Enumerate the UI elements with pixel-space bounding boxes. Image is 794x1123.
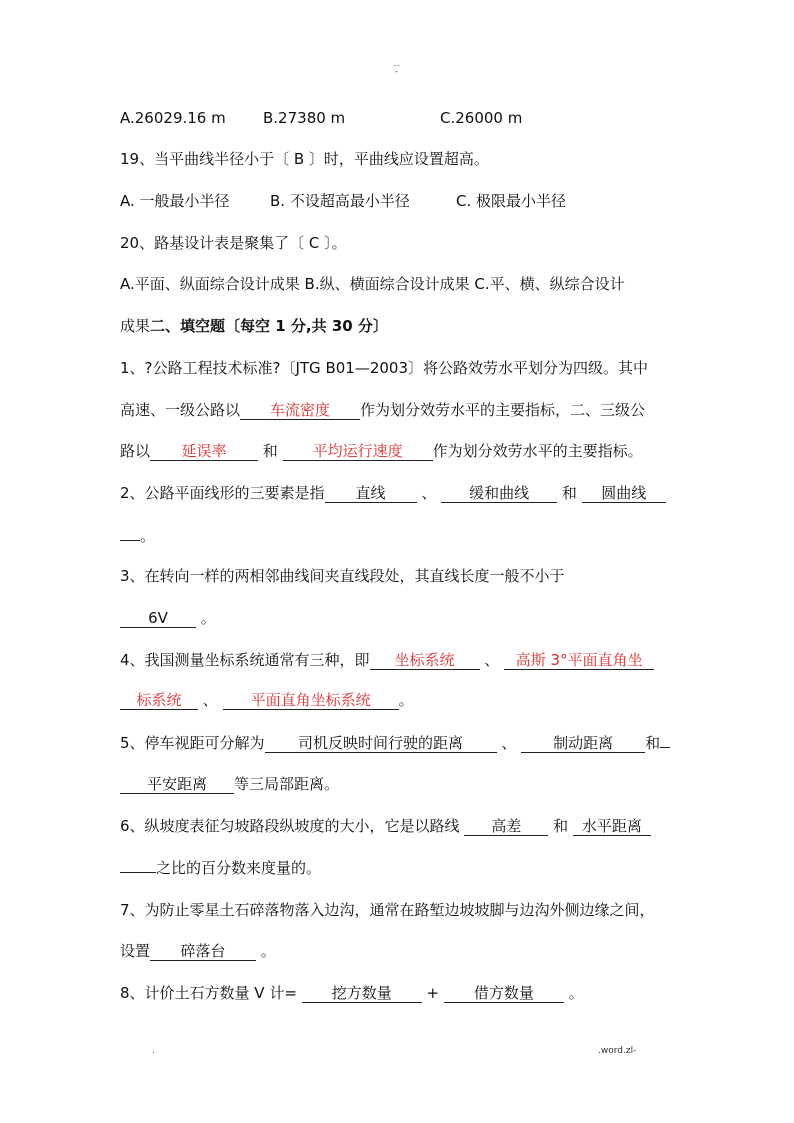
answer-blank: 挖方数量 bbox=[302, 984, 422, 1003]
option-a: A.26029.16 m bbox=[120, 109, 226, 127]
fill4-line1 bbox=[120, 650, 680, 670]
fill4-line2 bbox=[120, 690, 680, 710]
answer-blank: 高差 bbox=[464, 817, 548, 836]
text: 作为划分效劳水平的主要指标。 bbox=[432, 442, 643, 460]
answer-blank: 车流密度 bbox=[240, 401, 360, 420]
text: 路以 bbox=[120, 442, 151, 460]
q20-stem: 20、路基设计表是聚集了〔 C 〕。 bbox=[120, 234, 347, 252]
text: 、 bbox=[501, 734, 517, 752]
header-mark: .. - bbox=[393, 59, 401, 76]
fill5-line1 bbox=[120, 733, 680, 753]
answer-blank: 缓和曲线 bbox=[441, 484, 557, 503]
fill7-line1: 7、为防止零星土石碎落物落入边沟，通常在路堑边坡坡脚与边沟外侧边缘之间， bbox=[120, 901, 655, 919]
text: 设置 bbox=[120, 942, 151, 960]
answer-blank: 借方数量 bbox=[444, 984, 564, 1003]
fill3-line2 bbox=[120, 608, 680, 628]
answer-blank-tail bbox=[120, 872, 156, 873]
fill7-line2 bbox=[120, 941, 680, 961]
answer-blank: 平面直角坐标系统 bbox=[223, 691, 399, 710]
text: 。 bbox=[260, 942, 276, 960]
text: 和 bbox=[645, 734, 661, 752]
answer-blank: 延误率 bbox=[150, 442, 258, 461]
answer-blank-tail bbox=[120, 540, 140, 541]
fill2 bbox=[120, 483, 680, 503]
fill8 bbox=[120, 983, 680, 1003]
fill1-line1: 1、?公路工程技术标准?〔JTG B01—2003〕将公路效劳水平划分为四级。其中 bbox=[120, 359, 648, 377]
answer-blank: 坐标系统 bbox=[370, 651, 480, 670]
section-title: 二、填空题〔每空 1 分,共 30 分〕 bbox=[150, 317, 388, 335]
text: 。 bbox=[200, 609, 216, 627]
fill2-end bbox=[120, 526, 680, 546]
text: 4、我国测量坐标系统通常有三种，即 bbox=[120, 651, 370, 669]
option-c: C. 极限最小半径 bbox=[456, 192, 567, 210]
text: 、 bbox=[484, 651, 500, 669]
text: + bbox=[426, 984, 440, 1002]
option-c: C.26000 m bbox=[440, 109, 523, 127]
answer-blank: 平均运行速度 bbox=[283, 442, 433, 461]
fill1-line3 bbox=[120, 441, 680, 461]
text: 。 bbox=[140, 527, 156, 545]
q20-tail: 成果 bbox=[120, 317, 151, 335]
text: 、 bbox=[202, 691, 218, 709]
text: 高速、一级公路以 bbox=[120, 401, 241, 419]
text: 。 bbox=[568, 984, 584, 1002]
text: 6、纵坡度表征匀坡路段纵坡度的大小，它是以路线 bbox=[120, 817, 460, 835]
footer-right: .word.zl- bbox=[598, 1046, 637, 1056]
text: 之比的百分数来度量的。 bbox=[156, 859, 322, 877]
q20-options-cont bbox=[120, 316, 680, 336]
answer-blank: 标系统 bbox=[120, 691, 198, 710]
fill3-line1: 3、在转向一样的两相邻曲线间夹直线段处，其直线长度一般不小于 bbox=[120, 567, 565, 585]
answer-blank: 高斯 3°平面直角坐 bbox=[504, 651, 654, 670]
fill1-line2 bbox=[120, 400, 680, 420]
answer-blank: 水平距离 bbox=[573, 817, 651, 836]
answer-blank-head bbox=[660, 747, 670, 748]
answer-blank: 制动距离 bbox=[521, 734, 645, 753]
answer-blank: 碎落台 bbox=[150, 942, 256, 961]
text: 。 bbox=[398, 691, 414, 709]
fill6-line1 bbox=[120, 816, 680, 836]
answer-blank: 圆曲线 bbox=[582, 484, 666, 503]
fill6-line2 bbox=[120, 858, 680, 878]
option-b: B.27380 m bbox=[263, 109, 346, 127]
text: 和 bbox=[561, 484, 577, 502]
text: 作为划分效劳水平的主要指标，二、三级公 bbox=[360, 401, 646, 419]
answer-blank: 6V bbox=[120, 609, 196, 628]
option-a: A. 一般最小半径 bbox=[120, 192, 230, 210]
text: 8、计价土石方数量 V 计= bbox=[120, 984, 297, 1002]
text: 和 bbox=[553, 817, 569, 835]
text: 等三局部距离。 bbox=[234, 775, 340, 793]
answer-blank: 司机反映时间行驶的距离 bbox=[265, 734, 497, 753]
q20-options: A.平面、纵面综合设计成果 B.纵、横面综合设计成果 C.平、横、纵综合设计 bbox=[120, 275, 625, 293]
footer-left: . bbox=[152, 1046, 155, 1056]
text: 、 bbox=[421, 484, 437, 502]
fill5-line2 bbox=[120, 774, 680, 794]
text: 5、停车视距可分解为 bbox=[120, 734, 265, 752]
option-b: B. 不设超高最小半径 bbox=[270, 192, 410, 210]
answer-blank: 平安距离 bbox=[120, 775, 234, 794]
q19-stem: 19、当平曲线半径小于〔 B 〕时，平曲线应设置超高。 bbox=[120, 150, 489, 168]
text: 和 bbox=[262, 442, 278, 460]
answer-blank: 直线 bbox=[325, 484, 417, 503]
text: 2、公路平面线形的三要素是指 bbox=[120, 484, 325, 502]
